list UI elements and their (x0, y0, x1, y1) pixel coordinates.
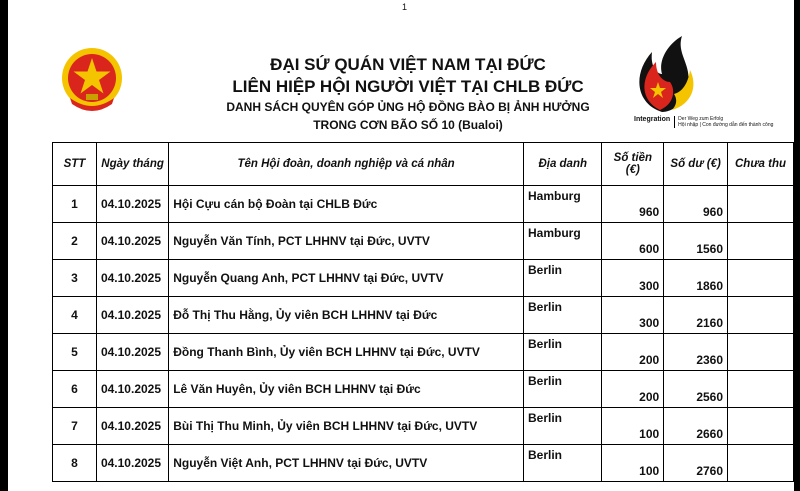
cell-pending (728, 297, 794, 334)
header-name: Tên Hội đoàn, doanh nghiệp và cá nhân (169, 143, 524, 186)
table-row (53, 223, 794, 260)
cell-pending (728, 334, 794, 371)
cell-name: Bùi Thị Thu Minh, Ủy viên BCH LHHNV tại Đức, UVTV (169, 408, 524, 445)
cell-place: Hamburg (523, 186, 601, 223)
cell-pending (728, 371, 794, 408)
cell-name: Hội Cựu cán bộ Đoàn tại CHLB Đức (169, 186, 524, 223)
cell-amount: 300 (602, 297, 664, 334)
cell-name: Đồng Thanh Bình, Ủy viên BCH LHHNV tại Đức, UVTV (169, 334, 524, 371)
cell-date: 04.10.2025 (96, 186, 168, 223)
cell-balance: 1860 (664, 260, 728, 297)
cell-place: Berlin (523, 445, 601, 482)
cell-place: Berlin (523, 334, 601, 371)
table-row (53, 371, 794, 408)
cell-date: 04.10.2025 (96, 297, 168, 334)
cell-amount: 100 (602, 445, 664, 482)
cell-balance: 2160 (664, 297, 728, 334)
cell-place: Berlin (523, 371, 601, 408)
logo-subtitle-1: Der Weg zum Erfolg (678, 116, 724, 122)
cell-amount: 960 (602, 186, 664, 223)
cell-name: Nguyễn Việt Anh, PCT LHHNV tại Đức, UVTV (169, 445, 524, 482)
cell-date: 04.10.2025 (96, 371, 168, 408)
header-pending: Chưa thu (728, 143, 794, 186)
cell-stt: 5 (53, 334, 97, 371)
cell-name: Nguyễn Văn Tính, PCT LHHNV tại Đức, UVTV (169, 223, 524, 260)
document-page (8, 0, 794, 491)
table-row (53, 334, 794, 371)
cell-amount: 200 (602, 371, 664, 408)
header-balance: Số dư (€) (664, 143, 728, 186)
cell-stt: 2 (53, 223, 97, 260)
header-line-2: LIÊN HIỆP HỘI NGƯỜI VIỆT TẠI CHLB ĐỨC (232, 77, 584, 96)
cell-pending (728, 408, 794, 445)
national-emblem-icon (56, 44, 128, 116)
cell-amount: 600 (602, 223, 664, 260)
cell-amount: 300 (602, 260, 664, 297)
cell-name: Đỗ Thị Thu Hằng, Ủy viên BCH LHHNV tại Đức (169, 297, 524, 334)
cell-pending (728, 445, 794, 482)
cell-amount: 100 (602, 408, 664, 445)
table-row (53, 408, 794, 445)
page-number: 1 (402, 2, 408, 12)
cell-balance: 2660 (664, 408, 728, 445)
donation-table (52, 142, 794, 482)
header-date: Ngày tháng (96, 143, 168, 186)
cell-amount: 200 (602, 334, 664, 371)
cell-date: 04.10.2025 (96, 445, 168, 482)
integration-logo (630, 34, 780, 138)
cell-stt: 6 (53, 371, 97, 408)
cell-balance: 960 (664, 186, 728, 223)
cell-balance: 2360 (664, 334, 728, 371)
cell-date: 04.10.2025 (96, 408, 168, 445)
cell-stt: 7 (53, 408, 97, 445)
header-stt: STT (53, 143, 97, 186)
cell-pending (728, 186, 794, 223)
cell-balance: 1560 (664, 223, 728, 260)
header-place: Địa danh (523, 143, 601, 186)
cell-stt: 1 (53, 186, 97, 223)
header-line-4: TRONG CƠN BÃO SỐ 10 (Bualoi) (313, 118, 503, 132)
cell-balance: 2760 (664, 445, 728, 482)
cell-place: Berlin (523, 297, 601, 334)
cell-date: 04.10.2025 (96, 260, 168, 297)
header-line-3: DANH SÁCH QUYÊN GÓP ỦNG HỘ ĐỒNG BÀO BỊ ẢNH HƯỞNG (226, 100, 590, 114)
cell-stt: 8 (53, 445, 97, 482)
table-row (53, 260, 794, 297)
header-line-1: ĐẠI SỨ QUÁN VIỆT NAM TẠI ĐỨC (270, 55, 546, 74)
cell-date: 04.10.2025 (96, 334, 168, 371)
table-row (53, 186, 794, 223)
cell-place: Berlin (523, 408, 601, 445)
logo-subtitle-2: Hội nhập | Con đường dẫn đến thành công (678, 122, 774, 128)
cell-balance: 2560 (664, 371, 728, 408)
document-header (168, 54, 648, 134)
cell-pending (728, 260, 794, 297)
cell-stt: 4 (53, 297, 97, 334)
cell-name: Nguyễn Quang Anh, PCT LHHNV tại Đức, UVTV (169, 260, 524, 297)
cell-pending (728, 223, 794, 260)
flame-logo-icon (632, 34, 702, 114)
cell-stt: 3 (53, 260, 97, 297)
header-amount: Số tiền (€) (602, 143, 664, 186)
cell-name: Lê Văn Huyên, Ủy viên BCH LHHNV tại Đức (169, 371, 524, 408)
logo-name: Integration (634, 116, 671, 123)
table-row (53, 297, 794, 334)
cell-place: Hamburg (523, 223, 601, 260)
cell-place: Berlin (523, 260, 601, 297)
cell-date: 04.10.2025 (96, 223, 168, 260)
table-header-row (53, 143, 794, 186)
table-row (53, 445, 794, 482)
